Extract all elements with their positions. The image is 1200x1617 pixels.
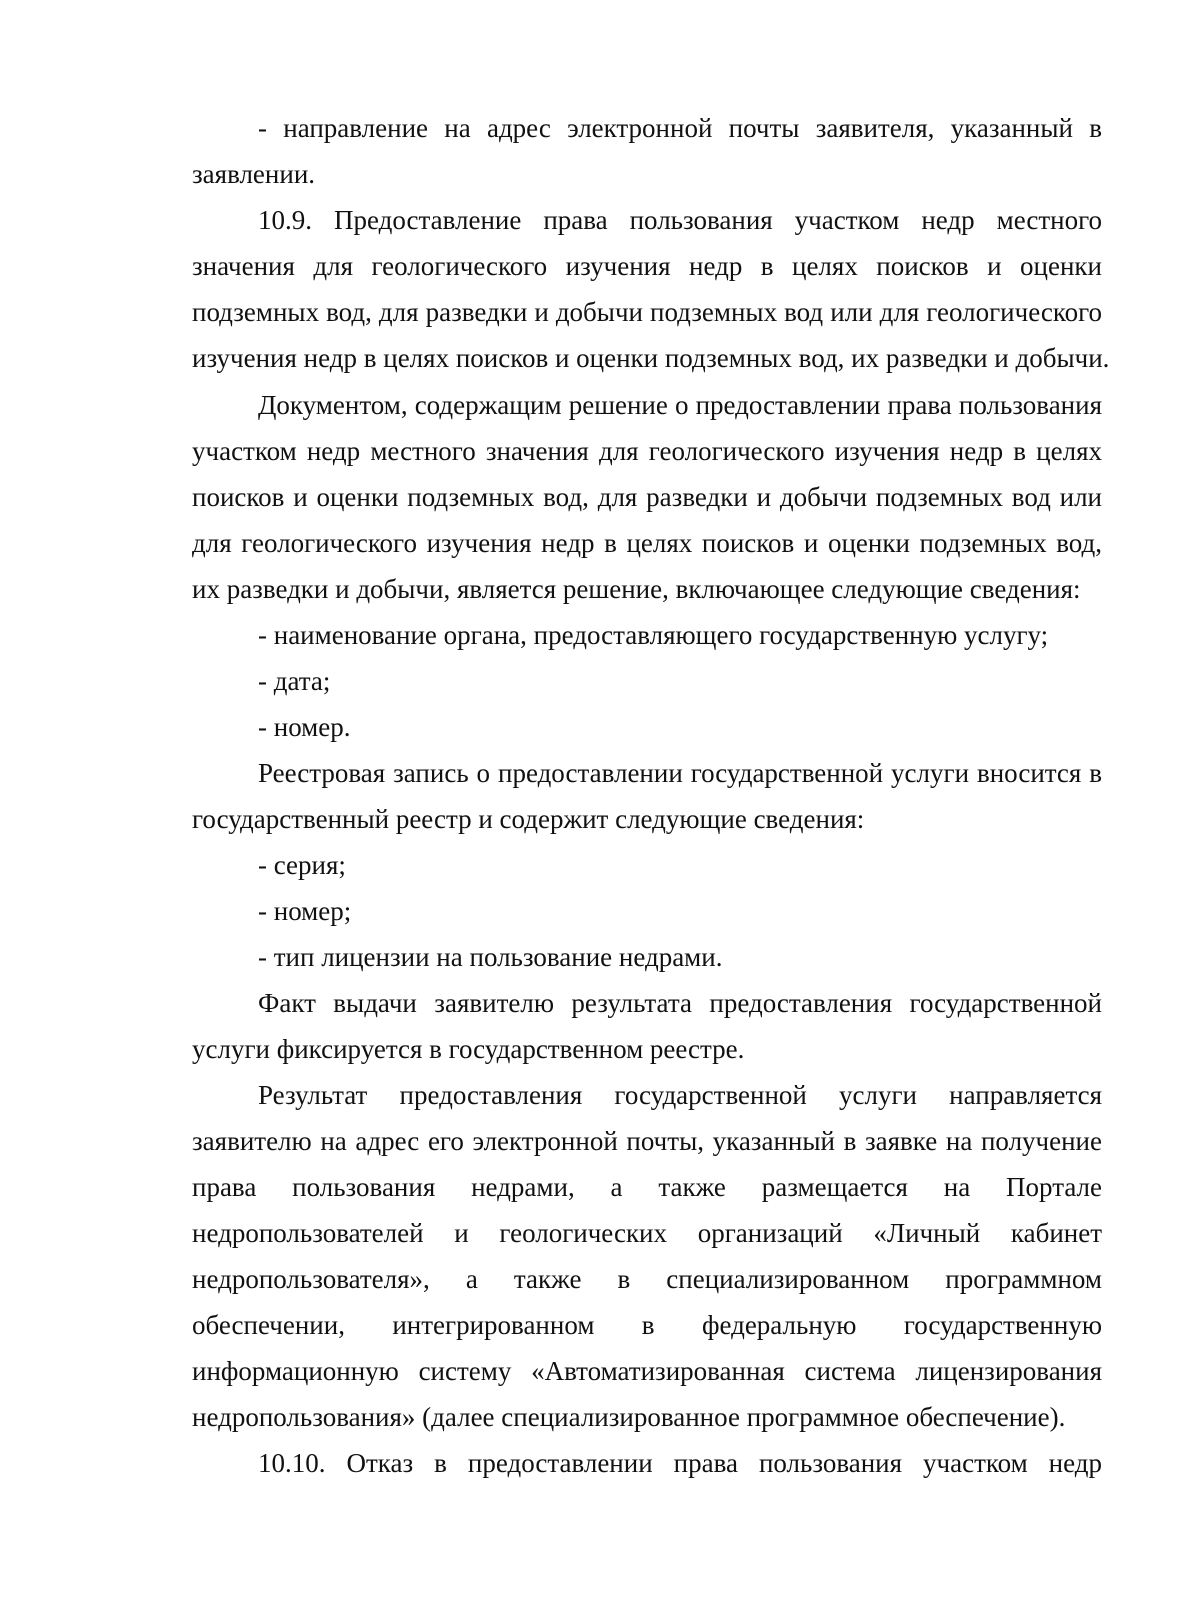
text-line: - направление на адрес электронной почты заявителя, указанный в — [258, 113, 1102, 143]
text-line: - дата; — [258, 666, 331, 696]
text-line: их разведки и добычи, является решение, включающее следующие сведения: — [192, 574, 1081, 604]
text-line: - номер; — [258, 896, 352, 926]
text-line: участком недр местного значения для геологического изучения недр в целях — [192, 436, 1102, 466]
text-line: заявлении. — [192, 159, 316, 189]
text-line: обеспечении, интегрированном в федеральную государственную — [192, 1310, 1102, 1340]
text-line: 10.10. Отказ в предоставлении права пользования участком недр — [258, 1448, 1102, 1478]
text-line: 10.9. Предоставление права пользования участком недр местного — [258, 205, 1102, 235]
text-line: государственный реестр и содержит следующие сведения: — [192, 804, 865, 834]
text-line: Факт выдачи заявителю результата предоставления государственной — [258, 988, 1102, 1018]
text-line: заявителю на адрес его электронной почты, указанный в заявке на получение — [192, 1126, 1102, 1156]
text-line: услуги фиксируется в государственном реестре. — [192, 1034, 745, 1064]
text-line: - серия; — [258, 850, 346, 880]
text-line: недропользования» (далее специализированное программное обеспечение). — [192, 1402, 1066, 1432]
text-line: изучения недр в целях поисков и оценки подземных вод, их разведки и добычи. — [192, 343, 1110, 373]
text-line: Документом, содержащим решение о предоставлении права пользования — [258, 390, 1102, 420]
text-line: Реестровая запись о предоставлении государственной услуги вносится в — [258, 758, 1102, 788]
text-line: недропользователя», а также в специализированном программном — [192, 1264, 1102, 1294]
text-line: - наименование органа, предоставляющего государственную услугу; — [258, 620, 1049, 650]
text-line: для геологического изучения недр в целях поисков и оценки подземных вод, — [192, 528, 1102, 558]
text-line: - номер. — [258, 712, 351, 742]
text-line: Результат предоставления государственной услуги направляется — [258, 1080, 1102, 1110]
text-line: недропользователей и геологических организаций «Личный кабинет — [192, 1218, 1102, 1248]
text-line: права пользования недрами, а также размещается на Портале — [192, 1172, 1102, 1202]
text-line: поисков и оценки подземных вод, для разведки и добычи подземных вод или — [192, 482, 1102, 512]
text-line: значения для геологического изучения недр в целях поисков и оценки — [192, 251, 1102, 281]
text-line: подземных вод, для разведки и добычи подземных вод или для геологического — [192, 297, 1102, 327]
text-line: информационную систему «Автоматизированная система лицензирования — [192, 1356, 1102, 1386]
text-line: - тип лицензии на пользование недрами. — [258, 942, 723, 972]
